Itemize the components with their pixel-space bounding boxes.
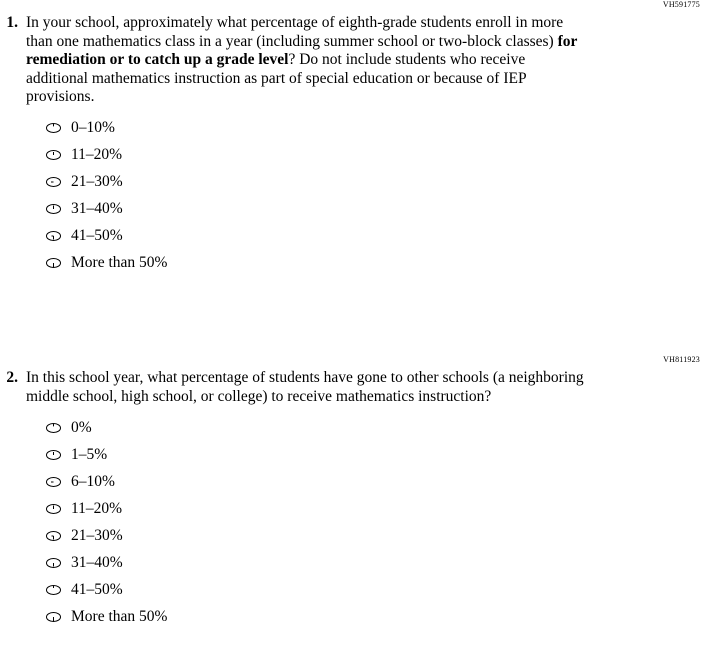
- option-row[interactable]: [46, 169, 726, 196]
- option-label: 41–50%: [71, 580, 123, 598]
- radio-bubble-icon[interactable]: [46, 450, 61, 460]
- radio-bubble-icon[interactable]: [46, 477, 61, 487]
- option-label: 41–50%: [71, 227, 123, 245]
- option-label: More than 50%: [71, 254, 168, 272]
- question-row-1: [0, 14, 726, 107]
- options-list-1: [46, 115, 726, 277]
- option-label: 6–10%: [71, 472, 115, 490]
- question-id-code-2: VH811923: [663, 355, 700, 364]
- option-row[interactable]: [46, 468, 726, 495]
- option-row[interactable]: [46, 414, 726, 441]
- radio-bubble-icon[interactable]: [46, 531, 61, 541]
- radio-bubble-icon[interactable]: [46, 177, 61, 187]
- option-row[interactable]: [46, 495, 726, 522]
- option-row[interactable]: [46, 223, 726, 250]
- question-block-2: [0, 355, 726, 630]
- option-row[interactable]: [46, 522, 726, 549]
- question-number-1: 1.: [6, 14, 18, 31]
- option-row[interactable]: [46, 142, 726, 169]
- question-text-1: [26, 14, 586, 107]
- option-label: 0–10%: [71, 119, 115, 137]
- question-text-1-part1: In your school, approximately what percentage of eighth-grade students enroll in more than one mathematics class in a year (including summer school or two-block classes): [26, 14, 564, 50]
- radio-bubble-icon[interactable]: [46, 504, 61, 514]
- question-row-2: [0, 369, 726, 406]
- option-label: 1–5%: [71, 445, 108, 463]
- question-text-2: [26, 369, 586, 406]
- question-block-1: [0, 0, 726, 277]
- radio-bubble-icon[interactable]: [46, 150, 61, 160]
- question-id-code-1: VH591775: [662, 0, 700, 9]
- option-label: 11–20%: [71, 499, 123, 517]
- option-row[interactable]: [46, 115, 726, 142]
- option-label: 0%: [71, 418, 92, 436]
- option-row[interactable]: [46, 441, 726, 468]
- radio-bubble-icon[interactable]: [46, 231, 61, 241]
- option-row[interactable]: [46, 576, 726, 603]
- radio-bubble-icon[interactable]: [46, 423, 61, 433]
- option-row[interactable]: [46, 549, 726, 576]
- radio-bubble-icon[interactable]: [46, 612, 61, 622]
- option-row[interactable]: [46, 250, 726, 277]
- question-text-2-part1: In this school year, what percentage of students have gone to other schools (a neighboring middle school, high school, or college) to receive mathematics instruction?: [26, 369, 584, 405]
- question-text-1-bold: for remediation or to catch up a grade level: [26, 32, 578, 69]
- radio-bubble-icon[interactable]: [46, 204, 61, 214]
- radio-bubble-icon[interactable]: [46, 123, 61, 133]
- radio-bubble-icon[interactable]: [46, 558, 61, 568]
- option-label: More than 50%: [71, 607, 168, 625]
- radio-bubble-icon[interactable]: [46, 585, 61, 595]
- options-list-2: [46, 414, 726, 630]
- option-label: 21–30%: [71, 173, 123, 191]
- option-label: 11–20%: [71, 146, 123, 164]
- radio-bubble-icon[interactable]: [46, 258, 61, 268]
- option-label: 21–30%: [71, 526, 123, 544]
- option-row[interactable]: [46, 196, 726, 223]
- option-row[interactable]: [46, 603, 726, 630]
- question-text-1-part2: ? Do not include students who receive additional mathematics instruction as part of special education or because of IEP provisions.: [26, 51, 526, 106]
- option-label: 31–40%: [71, 200, 123, 218]
- option-label: 31–40%: [71, 553, 123, 571]
- question-number-2: 2.: [6, 369, 18, 386]
